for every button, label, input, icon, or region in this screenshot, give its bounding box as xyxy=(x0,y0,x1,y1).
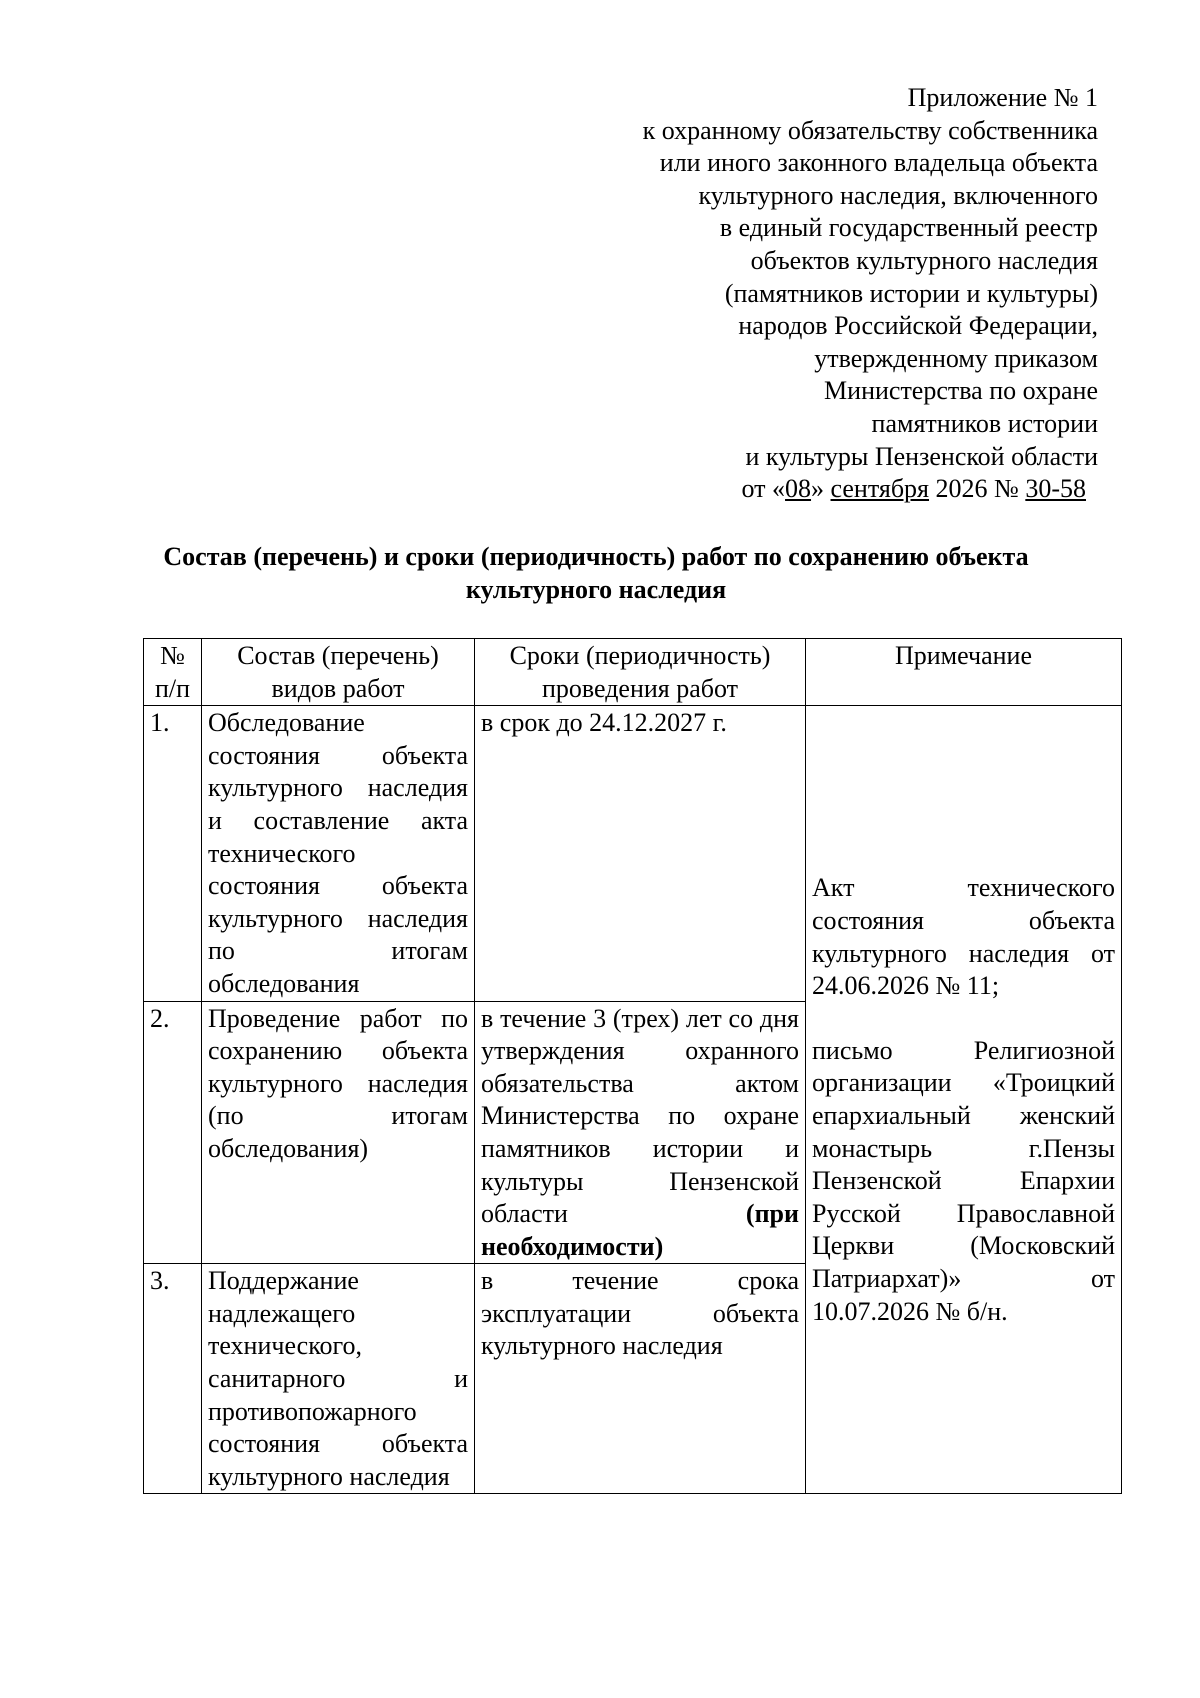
row-works: Обследование состояния объекта культурного наследия и составление акта технического состояния объекта культурного наследия по итогам обследования xyxy=(202,706,475,1001)
note-letter: письмо Религиозной организации «Троицкий епархиальный женский монастырь г.Пензы Пензенской Епархии Русской Православной Церкви (Московский Патриархат)» от 10.07.2026 № б/н. xyxy=(812,1035,1115,1326)
header-works: Состав (перечень) видов работ xyxy=(202,639,475,706)
annex-header xyxy=(478,82,1098,506)
date-prefix: от « xyxy=(741,474,786,504)
row-num: 1. xyxy=(144,706,202,1001)
row-num: 3. xyxy=(144,1264,202,1494)
header-line: памятников истории xyxy=(871,408,1098,438)
header-line: и культуры Пензенской области xyxy=(745,441,1098,471)
header-line: объектов культурного наследия xyxy=(750,245,1098,275)
date-month: сентября xyxy=(830,474,930,504)
row-works: Проведение работ по сохранению объекта культурного наследия (по итогам обследования) xyxy=(202,1001,475,1264)
date-day: 08 xyxy=(785,474,812,504)
note-gap xyxy=(812,1003,1115,1035)
date-year: 2026 № xyxy=(929,474,1026,504)
header-line: народов Российской Федерации, xyxy=(738,311,1098,341)
row-terms-bold: (при необходимости) xyxy=(481,1199,799,1261)
header-line: утвержденному приказом xyxy=(814,343,1098,373)
header-line: Министерства по охране xyxy=(824,376,1098,406)
row-terms xyxy=(475,1001,806,1264)
row-terms: в срок до 24.12.2027 г. xyxy=(475,706,806,1001)
header-terms: Сроки (периодичность) проведения работ xyxy=(475,639,806,706)
header-num: № п/п xyxy=(144,639,202,706)
order-number: 30-58 xyxy=(1025,474,1086,504)
table-header-row xyxy=(144,639,1122,706)
header-line: или иного законного владельца объекта xyxy=(659,148,1098,178)
header-line: Приложение № 1 xyxy=(907,83,1098,112)
header-line: в единый государственный реестр xyxy=(719,213,1098,243)
works-table xyxy=(143,638,1122,1494)
header-line: (памятников истории и культуры) xyxy=(724,278,1098,308)
header-line: культурного наследия, включенного xyxy=(698,180,1098,210)
header-notes: Примечание xyxy=(806,639,1122,706)
date-separator: » xyxy=(811,474,831,504)
row-terms: в течение срока эксплуатации объекта культурного наследия xyxy=(475,1264,806,1494)
row-num: 2. xyxy=(144,1001,202,1264)
note-act: Акт технического состояния объекта культурного наследия от 24.06.2026 № 11; xyxy=(812,873,1115,1001)
row-works: Поддержание надлежащего технического, санитарного и противопожарного состояния объекта культурного наследия xyxy=(202,1264,475,1494)
table-row xyxy=(144,706,1122,1001)
notes-cell xyxy=(806,706,1122,1494)
document-title: Состав (перечень) и сроки (периодичность) работ по сохранению объекта культурного наследия xyxy=(163,542,1029,604)
row-terms-text: в течение 3 (трех) лет со дня утверждения охранного обязательства актом Министерства по охране памятников истории и культуры Пензенской области xyxy=(481,1003,799,1229)
order-date-line xyxy=(478,473,1098,506)
header-line: к охранному обязательству собственника xyxy=(642,115,1098,145)
